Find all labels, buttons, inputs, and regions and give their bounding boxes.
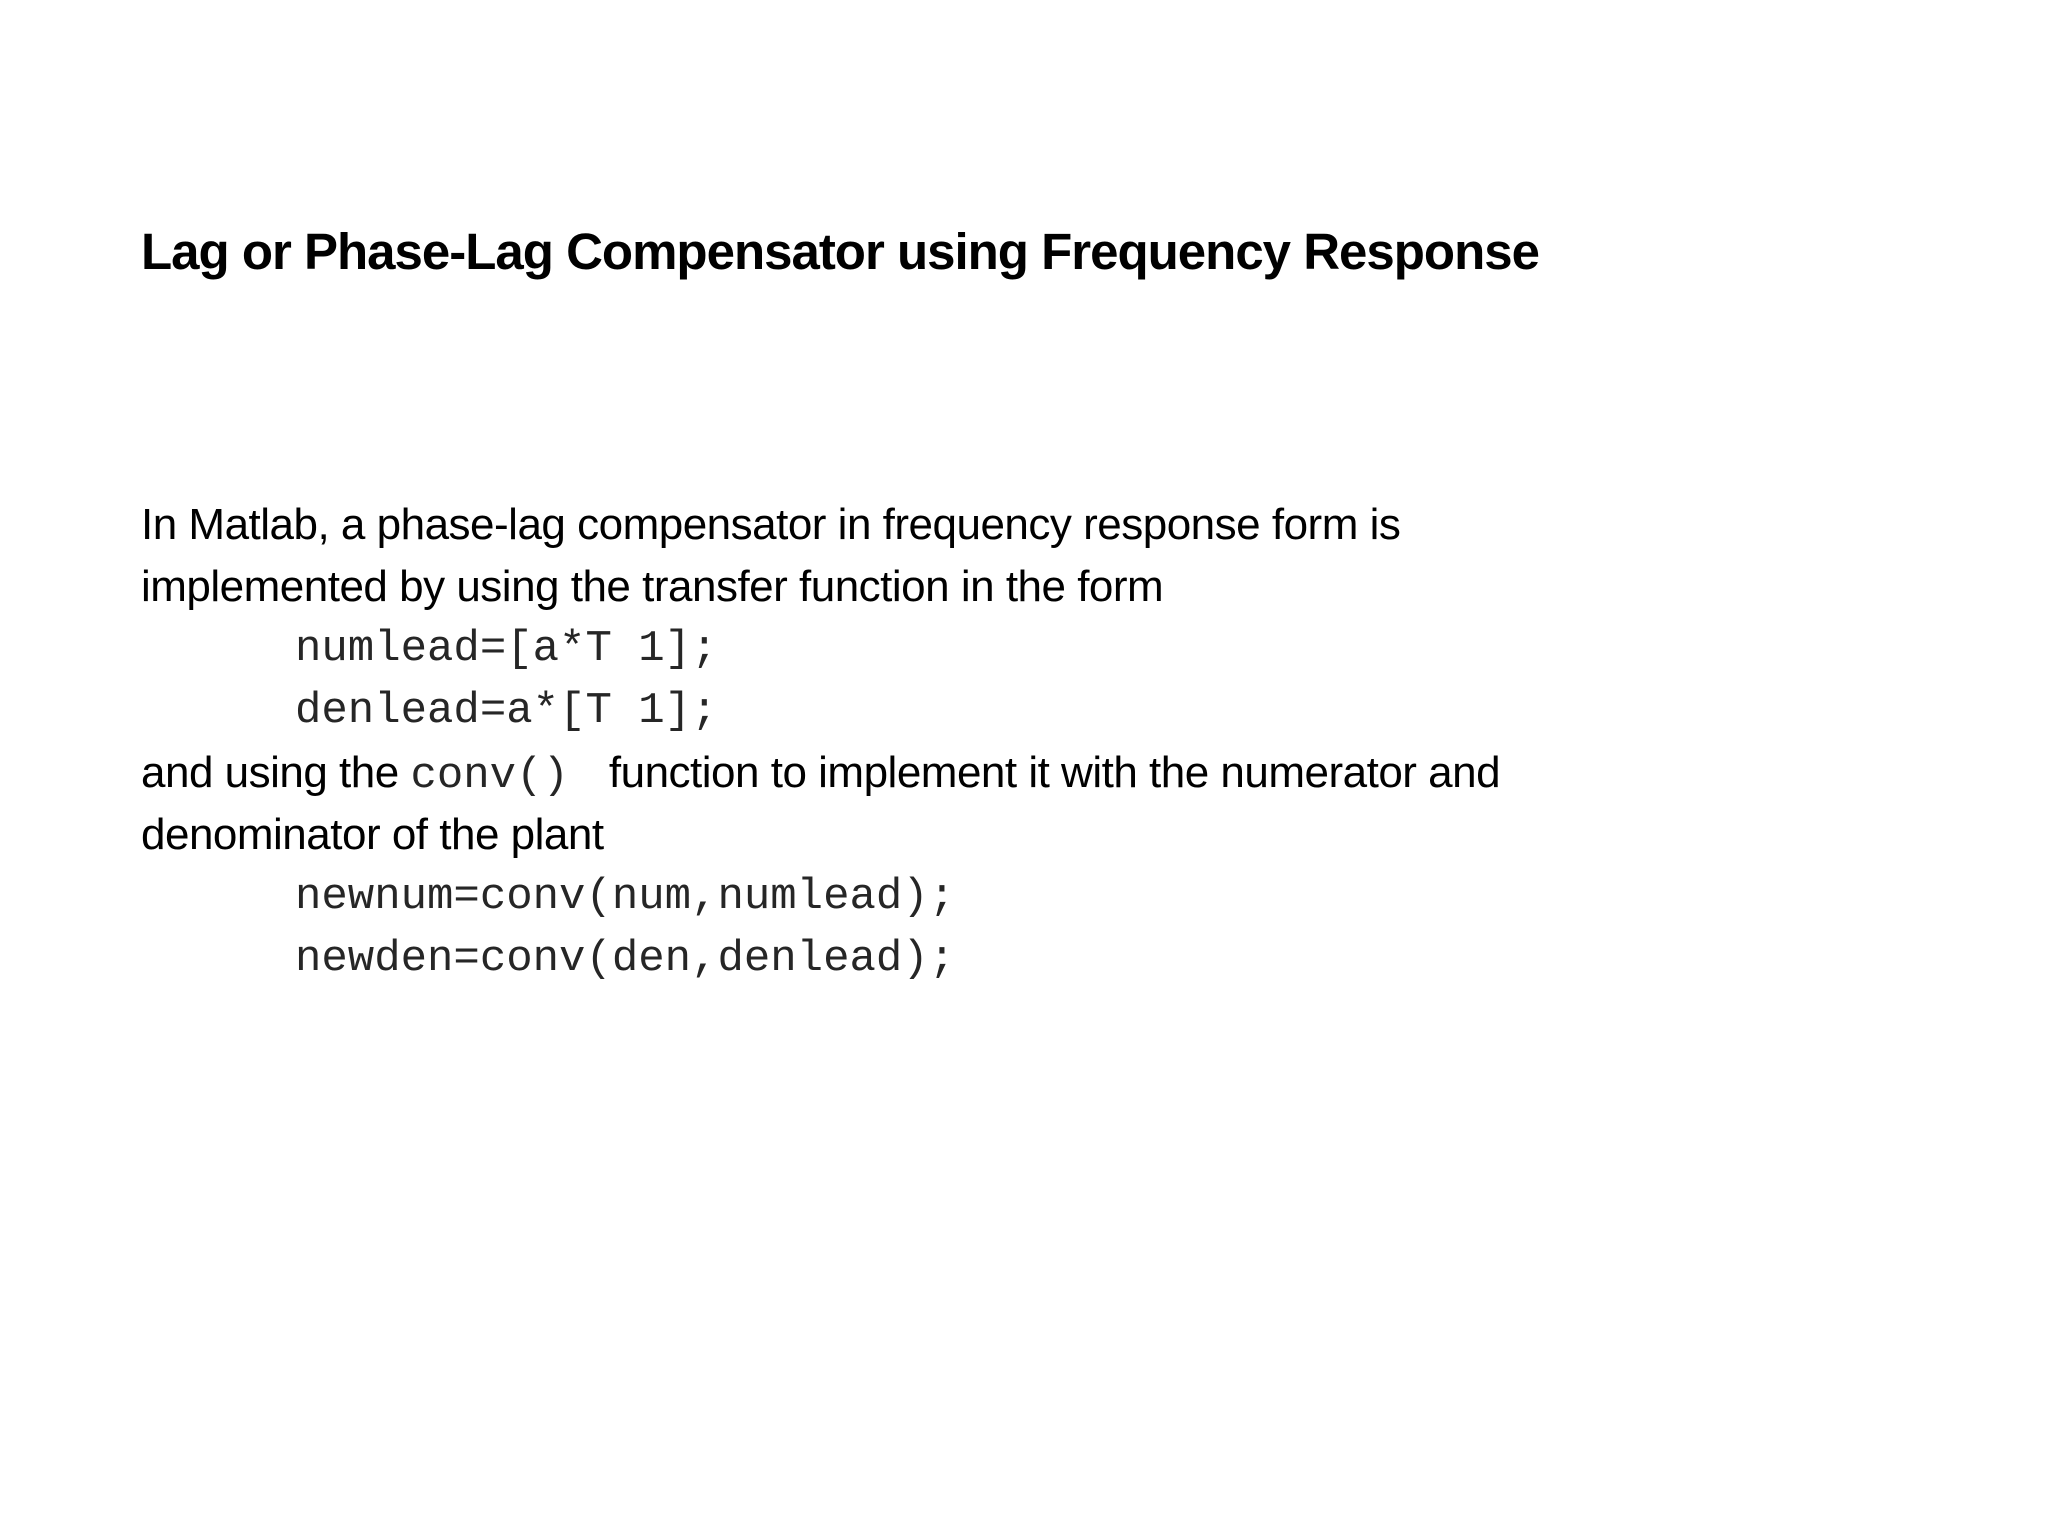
- paragraph-line: denominator of the plant: [141, 810, 604, 859]
- slide-body: [141, 494, 1941, 990]
- inline-code-conv: conv(): [410, 751, 569, 801]
- paragraph-text: and using the: [141, 748, 411, 797]
- code-line-newden: newden=conv(den,denlead);: [295, 934, 956, 984]
- code-line-numlead: numlead=[a*T 1];: [295, 624, 718, 674]
- paragraph-line: [141, 742, 1941, 804]
- code-line-denlead: denlead=a*[T 1];: [295, 686, 718, 736]
- slide-title: Lag or Phase-Lag Compensator using Frequency Response: [141, 223, 1539, 280]
- code-line-newnum: newnum=conv(num,numlead);: [295, 872, 956, 922]
- paragraph-line: In Matlab, a phase-lag compensator in frequency response form is: [141, 500, 1401, 549]
- paragraph-line: implemented by using the transfer function in the form: [141, 562, 1164, 611]
- paragraph-text: function to implement it with the numerator and: [608, 748, 1501, 797]
